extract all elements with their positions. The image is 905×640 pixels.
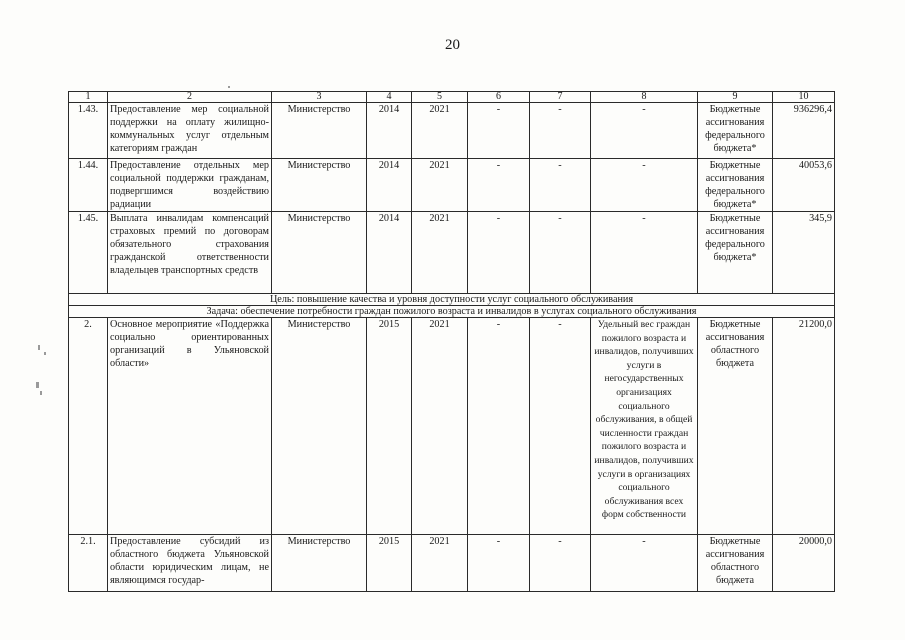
scan-speck — [36, 382, 39, 388]
measure-name: Предоставление мер социальной поддержки на оплату жилищно-коммунальных услуг отдельным категориям граждан — [108, 103, 272, 159]
column-header: 3 — [272, 92, 367, 103]
row-number: 2.1. — [69, 535, 108, 592]
executor: Министерство — [272, 212, 367, 294]
column-header: 5 — [412, 92, 468, 103]
indicator: - — [591, 535, 698, 592]
column-header: 2 — [108, 92, 272, 103]
col7-value: - — [530, 159, 591, 212]
end-year: 2021 — [412, 535, 468, 592]
table-row — [69, 318, 835, 535]
col6-value: - — [468, 318, 530, 535]
funding-amount: 936296,4 — [773, 103, 835, 159]
col7-value: - — [530, 212, 591, 294]
row-number: 1.45. — [69, 212, 108, 294]
end-year: 2021 — [412, 159, 468, 212]
indicator: - — [591, 159, 698, 212]
funding-source: Бюджетные ассигнования федерального бюджета* — [698, 103, 773, 159]
measure-name: Предоставление отдельных мер социальной поддержки гражданам, подвергшимся воздействию радиации — [108, 159, 272, 212]
column-header: 1 — [69, 92, 108, 103]
col7-value: - — [530, 535, 591, 592]
start-year: 2014 — [367, 212, 412, 294]
row-number: 1.44. — [69, 159, 108, 212]
column-number-row — [69, 92, 835, 103]
start-year: 2015 — [367, 535, 412, 592]
end-year: 2021 — [412, 318, 468, 535]
goal-text: Цель: повышение качества и уровня доступности услуг социального обслуживания — [69, 294, 835, 306]
funding-amount: 20000,0 — [773, 535, 835, 592]
goal-row — [69, 294, 835, 306]
indicator: Удельный вес граждан пожилого возраста и инвалидов, получивших услуги в негосударственных организациях социального обслуживания, в общей численности граждан пожилого возраста и инвалидов, получивших услуги в организациях социального обслуживания всех форм собственности — [591, 318, 698, 535]
funding-source: Бюджетные ассигнования федерального бюджета* — [698, 159, 773, 212]
column-header: 8 — [591, 92, 698, 103]
task-text: Задача: обеспечение потребности граждан пожилого возраста и инвалидов в услугах социального обслуживания — [69, 306, 835, 318]
funding-amount: 21200,0 — [773, 318, 835, 535]
row-number: 1.43. — [69, 103, 108, 159]
table-row — [69, 535, 835, 592]
col6-value: - — [468, 212, 530, 294]
col6-value: - — [468, 103, 530, 159]
start-year: 2014 — [367, 159, 412, 212]
end-year: 2021 — [412, 103, 468, 159]
end-year: 2021 — [412, 212, 468, 294]
program-table — [68, 91, 835, 592]
table-row — [69, 159, 835, 212]
funding-source: Бюджетные ассигнования областного бюджета — [698, 318, 773, 535]
col7-value: - — [530, 103, 591, 159]
executor: Министерство — [272, 318, 367, 535]
funding-source: Бюджетные ассигнования областного бюджета — [698, 535, 773, 592]
start-year: 2015 — [367, 318, 412, 535]
scan-speck — [38, 345, 40, 350]
col6-value: - — [468, 535, 530, 592]
scan-speck — [228, 86, 230, 88]
col7-value: - — [530, 318, 591, 535]
executor: Министерство — [272, 103, 367, 159]
column-header: 7 — [530, 92, 591, 103]
indicator: - — [591, 212, 698, 294]
executor: Министерство — [272, 535, 367, 592]
measure-name: Предоставление субсидий из областного бюджета Ульяновской области юридическим лицам, не являющимся государ- — [108, 535, 272, 592]
scan-speck — [40, 391, 42, 395]
task-row — [69, 306, 835, 318]
column-header: 6 — [468, 92, 530, 103]
measure-name: Выплата инвалидам компенсаций страховых премий по договорам обязательного страхования гражданской ответственности владельцев транспортных средств — [108, 212, 272, 294]
page-number: 20 — [445, 37, 460, 53]
table-row — [69, 212, 835, 294]
column-header: 10 — [773, 92, 835, 103]
measure-name: Основное мероприятие «Поддержка социально ориентированных организаций в Ульяновской области» — [108, 318, 272, 535]
funding-source: Бюджетные ассигнования федерального бюджета* — [698, 212, 773, 294]
row-number: 2. — [69, 318, 108, 535]
column-header: 4 — [367, 92, 412, 103]
funding-amount: 40053,6 — [773, 159, 835, 212]
funding-amount: 345,9 — [773, 212, 835, 294]
col6-value: - — [468, 159, 530, 212]
start-year: 2014 — [367, 103, 412, 159]
executor: Министерство — [272, 159, 367, 212]
scan-speck — [44, 352, 46, 355]
column-header: 9 — [698, 92, 773, 103]
indicator: - — [591, 103, 698, 159]
table-row — [69, 103, 835, 159]
